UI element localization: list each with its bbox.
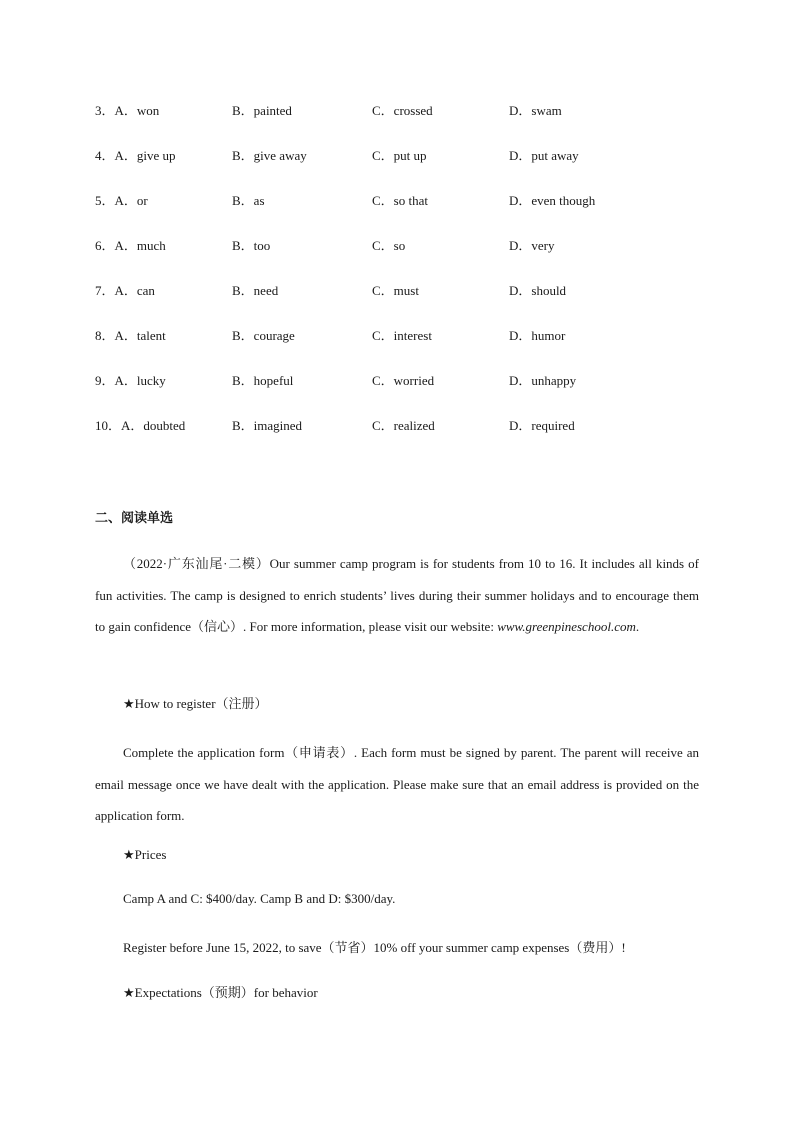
intro-end: . — [635, 619, 640, 634]
option-a: 10．A．doubted — [95, 418, 186, 433]
multiple-choice-list — [95, 100, 715, 460]
question-row — [95, 415, 715, 460]
option-c: C．crossed — [372, 103, 433, 118]
option-c: C．so — [372, 238, 406, 253]
option-c: C．put up — [372, 148, 427, 163]
website-link[interactable]: www.greenpineschool.com — [497, 619, 636, 634]
option-b: B．too — [232, 238, 271, 253]
option-b: B．need — [232, 283, 279, 298]
question-row — [95, 190, 715, 235]
option-b: B．as — [232, 193, 265, 208]
question-row — [95, 100, 715, 145]
option-d: D．very — [509, 238, 555, 253]
section-title: 二、阅读单选 — [95, 511, 174, 526]
intro-paragraph — [95, 548, 699, 643]
option-a: 4．A．give up — [95, 148, 176, 163]
option-c: C．interest — [372, 328, 432, 343]
question-row — [95, 145, 715, 190]
option-b: B．painted — [232, 103, 292, 118]
question-row — [95, 235, 715, 280]
option-c: C．must — [372, 283, 419, 298]
option-a: 7．A．can — [95, 283, 155, 298]
option-d: D．required — [509, 418, 575, 433]
option-a: 6．A．much — [95, 238, 166, 253]
option-d: D．put away — [509, 148, 579, 163]
intro-text: （2022·广东汕尾·二模）Our summer camp program is for students from 10 to 16. It includes all kinds of fun activities. The camp is designed to enrich students’ lives during their summer holidays and to encourage them to gain confidence（信心）. For more information, please visit our website: — [95, 556, 699, 634]
option-b: B．courage — [232, 328, 295, 343]
question-row — [95, 325, 715, 370]
option-a: 3．A．won — [95, 103, 160, 118]
question-row — [95, 370, 715, 415]
prices-line: Camp A and C: $400/day. Camp B and D: $300/day. — [123, 891, 396, 906]
option-b: B．hopeful — [232, 373, 294, 388]
option-a: 9．A．lucky — [95, 373, 166, 388]
option-c: C．realized — [372, 418, 435, 433]
option-d: D．humor — [509, 328, 566, 343]
register-paragraph: Complete the application form（申请表）. Each form must be signed by parent. The parent will receive an email message once we have dealt with the application. Please make sure that an email address is provided on the application form. — [95, 745, 699, 823]
option-c: C．so that — [372, 193, 428, 208]
option-a: 8．A．talent — [95, 328, 166, 343]
option-d: D．even though — [509, 193, 596, 208]
prices-heading: ★Prices — [123, 847, 167, 862]
option-c: C．worried — [372, 373, 435, 388]
save-line: Register before June 15, 2022, to save（节省）10% off your summer camp expenses（费用）! — [123, 940, 626, 955]
expectations-heading: ★Expectations（预期）for behavior — [123, 985, 318, 1000]
option-b: B．give away — [232, 148, 307, 163]
option-a: 5．A．or — [95, 193, 148, 208]
option-d: D．swam — [509, 103, 562, 118]
register-heading: ★How to register（注册） — [123, 696, 268, 711]
option-d: D．unhappy — [509, 373, 577, 388]
option-d: D．should — [509, 283, 567, 298]
question-row — [95, 280, 715, 325]
option-b: B．imagined — [232, 418, 303, 433]
